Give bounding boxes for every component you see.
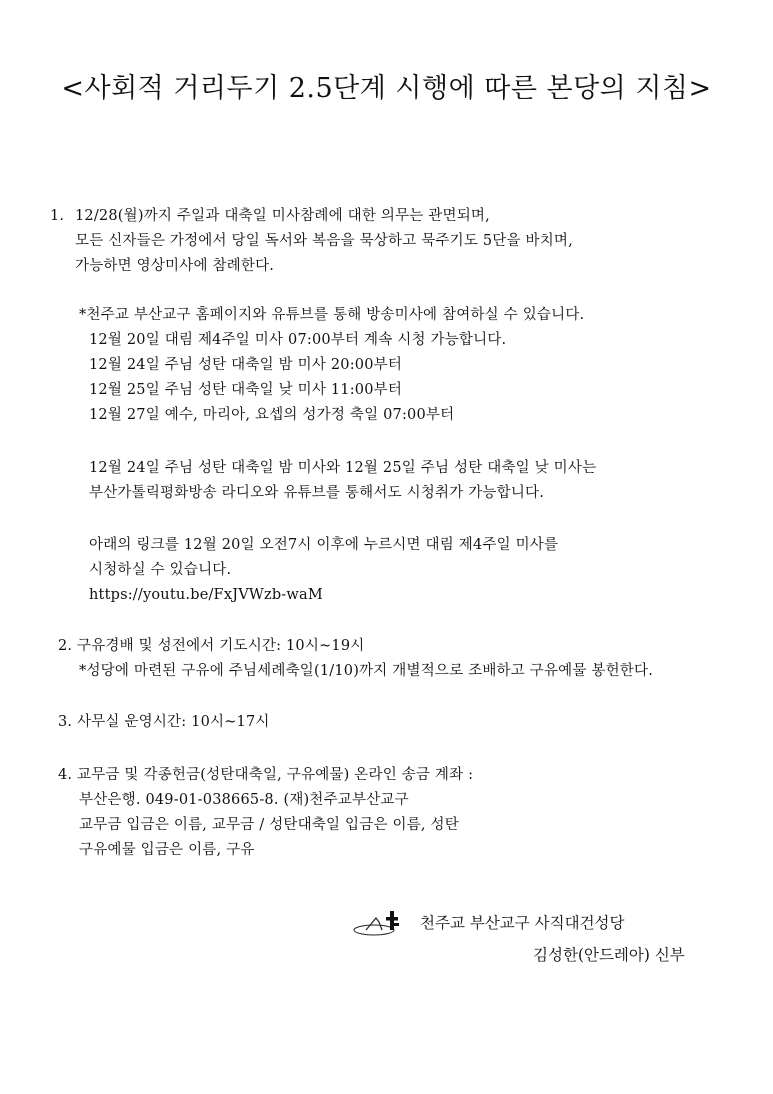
link-text-line-2: 시청하실 수 있습니다. <box>89 562 232 578</box>
item-3-line-1: 사무실 운영시간: 10시~17시 <box>77 714 270 730</box>
item-3-number: 3. <box>58 714 73 730</box>
item-1-line-2: 모든 신자들은 가정에서 당일 독서와 복음을 묵상하고 묵주기도 5단을 바치며, <box>75 233 573 249</box>
item-2-number: 2. <box>58 638 73 654</box>
link-text-line-1: 아래의 링크를 12월 20일 오전7시 이후에 누르시면 대림 제4주일 미사를 <box>89 537 559 553</box>
youtube-link[interactable]: https://youtu.be/FxJVWzb-waM <box>89 587 323 603</box>
item-4-line-3: 교무금 입금은 이름, 교무금 / 성탄대축일 입금은 이름, 성탄 <box>79 817 459 833</box>
item-1-number: 1. <box>50 208 65 224</box>
item-2-notice: *성당에 마련된 구유에 주님세례축일(1/10)까지 개별적으로 조배하고 구유예물 봉헌한다. <box>79 663 654 679</box>
item-1-line-3: 가능하면 영상미사에 참례한다. <box>75 258 275 274</box>
schedule-line-4: 12월 27일 예수, 마리아, 요셉의 성가정 축일 07:00부터 <box>89 407 455 423</box>
item-4-number: 4. <box>58 767 73 783</box>
item-4-line-1: 교무금 및 각종헌금(성탄대축일, 구유예물) 온라인 송금 계좌 : <box>77 767 474 783</box>
page-title: <사회적 거리두기 2.5단계 시행에 따른 본당의 지침> <box>61 73 712 104</box>
parish-logo-icon <box>352 908 402 938</box>
schedule-line-1: 12월 20일 대림 제4주일 미사 07:00부터 계속 시청 가능합니다. <box>89 332 507 348</box>
parish-name: 천주교 부산교구 사직대건성당 <box>420 914 625 932</box>
item-1-notice: *천주교 부산교구 홈페이지와 유튜브를 통해 방송미사에 참여하실 수 있습니다. <box>79 307 585 323</box>
item-4-line-4: 구유예물 입금은 이름, 구유 <box>79 842 255 858</box>
schedule-line-3: 12월 25일 주님 성탄 대축일 낮 미사 11:00부터 <box>89 382 403 398</box>
schedule-line-2: 12월 24일 주님 성탄 대축일 밤 미사 20:00부터 <box>89 357 403 373</box>
item-2-line-1: 구유경배 및 성전에서 기도시간: 10시~19시 <box>77 638 365 654</box>
item-1-line-1: 12/28(월)까지 주일과 대축일 미사참례에 대한 의무는 관면되며, <box>75 208 490 224</box>
priest-name: 김성한(안드레아) 신부 <box>533 946 685 964</box>
item-4-line-2: 부산은행. 049-01-038665-8. (재)천주교부산교구 <box>79 792 409 808</box>
radio-line-1: 12월 24일 주님 성탄 대축일 밤 미사와 12월 25일 주님 성탄 대축일 낮 미사는 <box>89 460 597 476</box>
radio-line-2: 부산가톨릭평화방송 라디오와 유튜브를 통해서도 시청취가 가능합니다. <box>89 485 545 501</box>
